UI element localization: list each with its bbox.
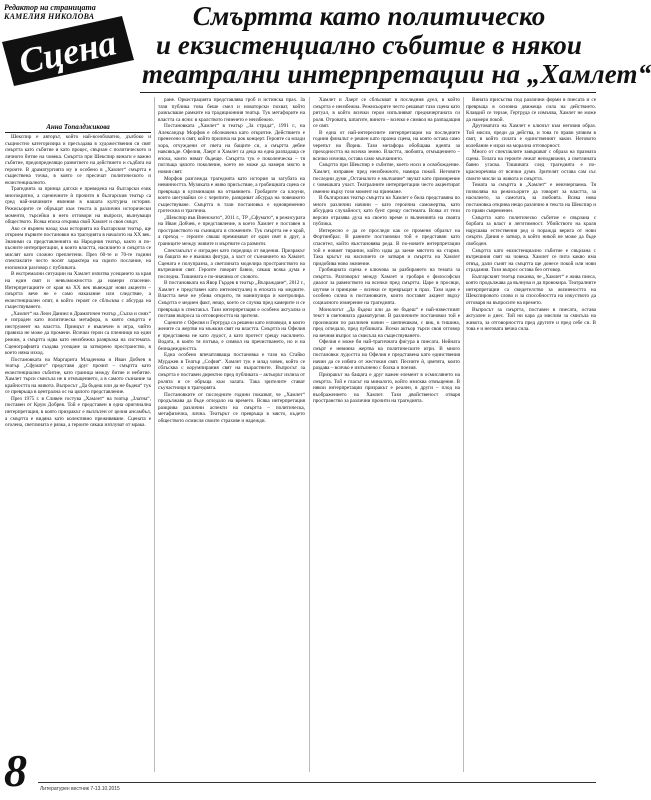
author-rule [5, 132, 151, 133]
column-divider [463, 97, 464, 772]
article-paragraph: „Шекспир във Виенското“, 2011 г., ТР „Сфумато“, в режисурата на Иван Добчев, е представление, в което Хамлет е поставен в пространството на сънищата и спомените. Тук смъртта не е край, а преход – героите сякаш преминават от един свят в друг, а границите между живите и мъртвите са размити. [158, 214, 305, 248]
article-paragraph: Смъртта като политическо събитие е свързана с борбата за власт и легитимност. Убийството на краля нарушава естествения ред и поражда верига от нови смърти. Дания е затвор, в който никой не може да бъде свободен. [466, 214, 596, 248]
article-paragraph: Интересно е да се проследи как се променя образът на Фортинбрас. В ранните постановки той е представян като спасител, който възстановява реда. В по-новите интерпретации той е новият тиранин, който идва да заеме мястото на стария. Така кръгът на насилието се затваря и смъртта на Хамлет придобива ново значение. [313, 227, 460, 267]
article-paragraph: ране. Оркестрацията представлява гроб и истинска прах. За тази публика това беше смел и новаторски похват, който разкъсваше рамките на традиционния театър. Тук метафорите на властта са ясни: в кралството гниенето е неизбежно. [158, 97, 305, 123]
article-column-2 [158, 97, 305, 769]
page-number: 8 [4, 745, 27, 796]
article-headline [142, 1, 651, 89]
article-paragraph: Въпросът за смъртта, поставен в пиесата, остава актуален и днес. Той ни кара да мислим за смисъла на живота, за отговорността пред другите и пред себе си. В това е и неговата вечна сила. [466, 306, 596, 333]
article-paragraph: Спектакълът е изграден като поредица от видения. Призракът на бащата не е външна фигура, а част от съзнанието на Хамлет. Сцената е полупразна, а светлината моделира пространството на вътрешния свят. Героите говорят бавно, сякаш всяка дума е последна. Тишината е по-значима от словото. [158, 247, 305, 280]
article-column-4 [466, 97, 596, 769]
editor-label: Редактор на страницата [4, 3, 96, 12]
article-paragraph: Постановката на Маргарита Младенова и Иван Добчев в театър „Сфумато“ представя друг прочит – смъртта като екзистенциално събитие, като граница между битие и небитие. Хамлет търси смисъла не в отмъщението, а в самото съзнание за крайността на живота. Въпросът „Да бъдеш или да не бъдеш“ тук се превръща в централна ос на цялото представление. [5, 356, 151, 396]
article-paragraph: Постановките от последните години показват, че „Хамлет“ продължава да бъде огледало на времето. Всяка интерпретация разкрива различни аспекти на смъртта – политическа, метафизична, лична. Театърът се превръща в място, където обществото осмисля своите страхове и надежди. [158, 391, 305, 424]
article-paragraph: Монологът „Да бъдеш или да не бъдеш“ е най-известният текст в световната драматургия. В различните постановки той е произнасян по различен начин – шепнешком, с вик, в тишина, пред огледало, пред публиката. Всеки актьор търси своя отговор на вечния въпрос за смисъла на съществуването. [313, 306, 460, 339]
column-divider [154, 97, 155, 772]
footer-line: Литературен вестник 7-13.10.2015 [40, 786, 120, 792]
article-paragraph: Призракът на бащата е друг важен елемент в осмислянето на смъртта. Той е гласът на миналото, който изисква отмъщение. В някои интерпретации призракът е реален, в други – плод на въображението на Хамлет. Тази двойственост отваря пространство за различни прочити на трагедията. [313, 371, 460, 405]
article-paragraph: Друговатата на Хамлет е ключът към неговия образ. Той мисли, преди да действа, и това го прави уязвим в свят, в който силата е единственият закон. Неговото колебание е израз на морална отговорност. [466, 123, 596, 149]
article-column-1 [5, 134, 151, 762]
headline-line-3: театрални интерпретации на „Хамлет“ [142, 59, 651, 89]
article-paragraph: През 1975 г. в Сливен гостува „Хамлет“ на театър „Златна“, поставен от Крум Добрев. Той е представен в една оригинална интерпретация, в която призракът е въплътен от целия ансамбъл, а смъртта е видяна като колективно преживяване. Сцената е оголена, светлината е рязка, а героите сякаш изплуват от мрака. [5, 395, 151, 429]
rubric-banner [2, 16, 134, 86]
article-paragraph: Хамлет и Лаерт се сблъскват в последния дуел, в който смъртта е неизбежна. Режисьорите често решават тази сцена като ритуал, в който всички герои изпълняват предначертаната си роля. Отровата, шпагите, виното – всичко е символ на разпадащия се свят. [313, 97, 460, 130]
article-paragraph: Трагедията за принца датски е преведена на български език многократно, а сценичните ѝ прочити в българския театър са сред най-значимите явления в нашата културна история. Режисьорите се обръщат към текста в различни исторически моменти, търсейки в него отговори на въпроси, вълнуващи обществото. Всяка епоха открива свой Хамлет и своя смърт. [5, 186, 151, 226]
column-divider [309, 97, 310, 772]
rubric-label: Сцена [15, 22, 120, 82]
article-paragraph: Гробищната сцена е ключова за разбирането на темата за смъртта. Разговорът между Хамлет и гробаря е философски диалог за равенството на всички пред смъртта. Царе и просяци, шутове и принцове – всички се превръщат в прах. Тази идея е особено силна в постановките, които поставят акцент върху социалното измерение на трагедията. [313, 267, 460, 306]
article-paragraph: Една особено впечатляваща постановка е тази на Стайко Мурджев в Театър „София“. Хамлет тук е млад човек, който се сблъсква с корумпирания свят на възрастните. Въпросът за смъртта е поставен директно пред публиката – актьорът излиза от ролята и се обръща към залата. Така зрителите стават съучастници в трагедията. [158, 352, 305, 392]
article-paragraph: Смъртта като екзистенциално събитие е свързана с вътрешния свят на човека. Хамлет се пита какво има отвъд, дали сънят на смъртта ще донесе покой или нови страдания. Този въпрос остава без отговор. [466, 247, 596, 274]
article-paragraph: „Хамлет“ на Леон Даниел в Драматичен театър „Сълза и смях“ е изграден като политическа метафора, в която смъртта е инструмент на властта. Принцът е въвлечен в игра, чийто правила не може да промени. Всички герои са пленници на един режим, а смъртта идва като неизбежна развръзка на системата. Сценографията създава усещане за затворено пространство, в което няма изход. [5, 310, 151, 357]
article-paragraph: Много от спектаклите завършват с образа на празната сцена. Телата на героите лежат неподвижни, а светлината бавно угасва. Тишината след трагедията е по-красноречива от всички думи. Зрителят остава сам със своите мисли за живота и смъртта. [466, 149, 596, 182]
footer-rule [38, 782, 596, 783]
article-paragraph: Вината присъства под различни форми в пиесата и се превръща в основна движеща сила на действието. Клавдий се терзае, Гертруда се измъчва, Хамлет не може да намери покой. [466, 97, 596, 123]
editor-name: КАМЕЛИЯ НИКОЛОВА [4, 12, 95, 21]
article-paragraph: Морфов разглежда трагедията като история за загубата на невинността. Музиката е живо присъствие, а гробищната сцена се превръща в кулминация на отчаянието. Гробарите са клоуни, които шегувайки се с черепите, разкриват абсурда на човешкото съществуване. Смъртта в тази постановка е едновременно гротескна и трагична. [158, 175, 305, 215]
article-paragraph: Шекспир е авторът, който най-всеобхватно, дълбоко и същностно категоризира и пресъздава в художествения си свят смъртта като събитие и като процес, свързан с политическото и личното битие на човека. Смъртта при Шекспир винаги е важно събитие, предопределящо развитието на действието и съдбата на героите. В драматургията му и особено в „Хамлет“ смъртта е съществена точка, в която се пресичат политическото и екзистенциалното. [5, 134, 151, 186]
headline-line-2: и екзистенциално събитие в някои [155, 30, 583, 60]
article-paragraph: Българският театър показва, че „Хамлет“ е жива пиеса, която продължава да вълнува и да провокира. Театралните интерпретации са свидетелство за жизнеността на Шекспировото слово и за способността на изкуството да отговаря на въпросите на времето. [466, 273, 596, 306]
section-rubric [2, 16, 134, 86]
article-column-3 [313, 97, 460, 769]
article-paragraph: Офелия е може би най-трагичната фигура в пиесата. Нейната смърт е невинна жертва на политическите игри. В много постановки лудостта на Офелия е представена като единствения начин да се избяга от жестокия свят. Песните ѝ, цветята, които раздава – всичко е изпълнено с болка и поезия. [313, 339, 460, 372]
article-paragraph: В екстремални ситуации на Хамлет изпитва усещането за края на един свят и невъзможността да намери спасение. Интерпретациите от края на ХХ век въвеждат нови акценти – смъртта вече не е само наказание или следствие, а екзистенциален опит, в който героят се сблъсква с абсурда на съществуването. [5, 271, 151, 311]
headline-rule [140, 92, 596, 93]
article-paragraph: Темата за смъртта в „Хамлет“ е неизчерпаема. Тя позволява на режисьорите да говорят за властта, за насилието, за самотата, за любовта. Всяка нова постановка открива нещо различно в текста на Шекспир и го прави съвременен. [466, 182, 596, 215]
article-author: Анна Топалджикова [46, 123, 110, 131]
article-paragraph: В постановката на Явор Гърдев в театър „Възраждане“, 2012 г., Хамлет е представен като интелектуалец в епохата на медиите. Властта вече не убива открито, тя манипулира и контролира. Смъртта е медиен факт, нещо, което се случва пред камерите и се превръща в спектакъл. Тази интерпретация е особено актуална и поставя въпроса за отговорността на зрителя. [158, 280, 305, 320]
article-paragraph: В една от най-интересните интерпретации на последните години финалът е решен като празна сцена, на която остава само черепът на Йорик. Тази метафора обобщава идеята за преходността на всичко земно. Властта, любовта, отмъщението – всичко изчезва, остава само мълчанието. [313, 129, 460, 162]
article-paragraph: В българския театър смъртта на Хамлет е била представяна по много различни начини – като героична саможертва, като абсурдна случайност, като бунт срещу системата. Всяка от тези версии отразява духа на своето време и вълненията на своята публика. [313, 195, 460, 228]
article-paragraph: Сцените с Офелия и Гертруда са решени като изповеди, в които жените са жертви на мъжкия свят на властта. Смъртта на Офелия е представена не като лудост, а като протест срещу насилието. Водата, в която тя потъва, е символ на пречистването, но и на безнадеждността. [158, 319, 305, 352]
headline-line-1: Смъртта като политическо [192, 1, 546, 31]
article-paragraph: Постановката „Хамлет“ в театър „За страда“, 1991 г., на Александър Морфов е обозначена като откритие. Действието е пренесено в свят, който прилича на рок концерт. Героите са млади хора, отчуждени от света на бащите си, а смъртта дебне навсякъде. Офелия, Лаерт и Хамлет са деца на една разпадаща се епоха, които нямат бъдеще. Смъртта тук е поколенческа – тя поглъща цялото поколение, което не може да намери място в новия свят. [158, 123, 305, 176]
article-paragraph: Смъртта при Шекспир е събитие, което носи и освобождение. Хамлет, изправен пред неизбежното, намира покой. Неговите последни думи „Останалото е мълчание“ звучат като примирение с човешката участ. Театралните интерпретации често акцентират именно върху този момент на приемане. [313, 162, 460, 195]
article-paragraph: Ако се върнем назад към историята на българския театър, ще открием първите постановки на трагедията в началото на ХХ век. Значими са представленията на Народния театър, както и по-късните интерпретации, в които властта, насилието и смъртта се мислят като сложно преплетени. През 60-те и 70-те години спектаклите често носят характера на скрито послание, на езоповски разговор с публиката. [5, 225, 151, 271]
